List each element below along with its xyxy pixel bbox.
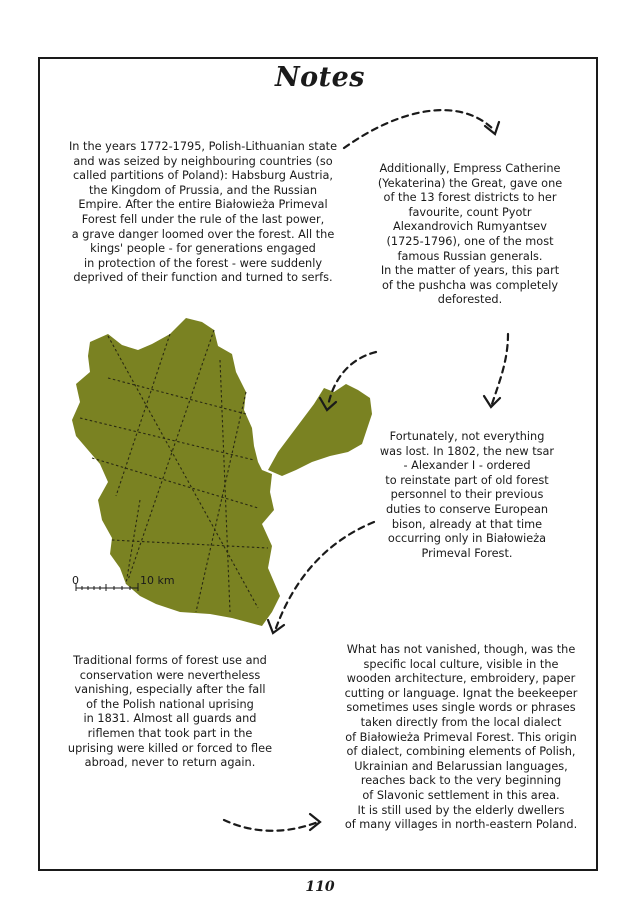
arrow-note2-to-note3 xyxy=(492,334,508,404)
page-title: Notes xyxy=(274,62,366,93)
arrow-note1-to-note2 xyxy=(344,110,494,148)
arrow-heads xyxy=(268,122,500,830)
note-alexander: Fortunately, not everything was lost. In 1802, the new tsar - Alexander I - ordered to reinstate part of old forest personnel to their previous duties to conserve European bison, already at that time occurring only in Białowieża Primeval Forest. xyxy=(379,430,555,560)
note-local-culture: What has not vanished, though, was the specific local culture, visible in the wooden architecture, embroidery, paper cutting or language. Ignat the beekeeper sometimes uses single words or phrases taken directly from the local dialect of Białowieża Primeval Forest. This origin of dialect, combining elements of Polish, Ukrainian and Belarussian languages, reaches back to the very beginning of Slavonic settlement in this area. It is still used by the elderly dwellers of many villages in north-eastern Poland. xyxy=(344,643,578,832)
scale-label-start: 0 xyxy=(72,574,79,587)
dashed-arrows xyxy=(224,110,508,831)
note-catherine: Additionally, Empress Catherine (Yekaterina) the Great, gave one of the 13 forest districts to her favourite, count Pyotr Alexandrovich Rumyantsev (1725-1796), one of the most famous Russian generals. In the matter of years, this part of the pushcha was completely deforested. xyxy=(377,162,563,307)
note-partitions: In the years 1772-1795, Polish-Lithuanian state and was seized by neighbouring countries (so called partitions of Poland): Habsburg Austria, the Kingdom of Prussia, and the Russian Empire. After the entire Białowieża Primeval Forest fell under the rule of the last power, a grave danger loomed over the forest. All the kings' people - for generations engaged in protection of the forest - were suddenly deprived of their function and turned to serfs. xyxy=(68,140,338,285)
page-number: 110 xyxy=(305,879,335,895)
forest-map-main xyxy=(72,318,280,626)
arrow-note3-to-note4 xyxy=(276,522,374,628)
arrow-note4-to-note5 xyxy=(224,820,318,831)
note-traditional-forms: Traditional forms of forest use and conservation were nevertheless vanishing, especially after the fall of the Polish national uprising in 1831. Almost all guards and riflemen that took part in the uprising were killed or forced to flee abroad, never to return again. xyxy=(67,654,273,770)
scale-label-end: 10 km xyxy=(140,574,175,587)
